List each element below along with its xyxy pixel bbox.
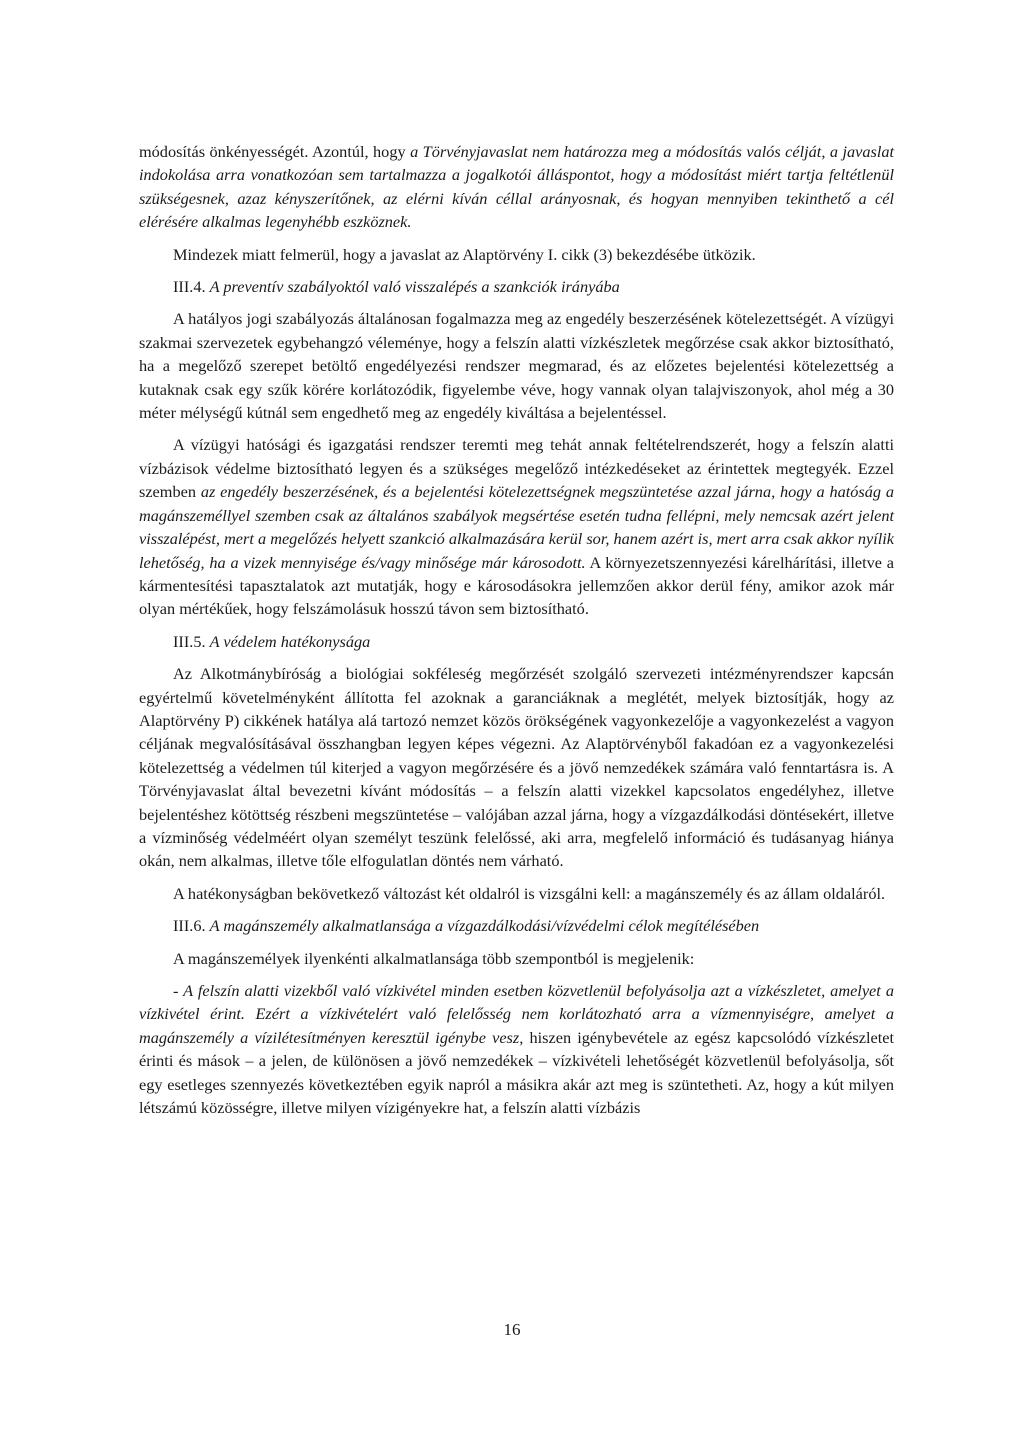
- paragraph-4-text-end: A környezetszennyezési kárelhárítási, illetve a kármentesítési tapasztalatok azt mutatják, hogy e károsodásokra jellemzően akkor derül fény, amikor azok már olyan mértékűek, hogy felszámolásuk hosszú távon sem biztosítható.: [139, 552, 894, 619]
- paragraph-7: A magánszemélyek ilyenkénti alkalmatlansága több szempontból is megjelenik:: [173, 948, 695, 968]
- paragraph-6: A hatékonyságban bekövetkező változást két oldalról is vizsgálni kell: a magánszemély és az állam oldaláról.: [173, 883, 886, 903]
- section-heading-iii-4: [139, 275, 894, 298]
- section-heading-iii-5: [139, 630, 894, 653]
- paragraph-8-text: hiszen igénybevétele az egész kapcsolódó vízkészletet érinti és mások – a jelen, de különösen a jövő nemzedékek – vízkivételi lehetőségét közvetlenül befolyásolja, sőt egy esetleges szennyezés következtében egyik napról a másikra akár azt meg is szüntetheti. Az, hogy a kút milyen létszámú közösségre, illetve milyen vízigényekre hat, a felszín alatti vízbázis: [139, 1027, 895, 1118]
- section-number: III.5.: [173, 631, 210, 651]
- section-number: III.4.: [173, 277, 210, 297]
- paragraph-8-italic: - A felszín alatti vizekből való vízkivétel minden esetben közvetlenül befolyásolja azt a vízkészletet, amelyet a vízkivétel érint. Ezért a vízkivételért való felelősség nem korlátozható arra a vízmennyiségre, amelyet a magánszemély a vízilétesítményen keresztül igénybe vesz,: [139, 981, 894, 1047]
- paragraph-1: [139, 140, 894, 234]
- paragraph-2: Mindezek miatt felmerül, hogy a javaslat az Alaptörvény I. cikk (3) bekezdésébe ütközik.: [173, 244, 756, 264]
- paragraph-4: [139, 433, 894, 620]
- page-number: 16: [503, 1320, 521, 1339]
- paragraph-5: Az Alkotmánybíróság a biológiai sokféleség megőrzését szolgáló szervezeti intézményrendszer kapcsán egyértelmű követelményként állította fel azoknak a garanciáknak a meglétét, melyek biztosítják, hogy az Alaptörvény P) cikkének hatálya alá tartozó nemzet közös örökségének vagyonkezelője a vagyonkezelést a vagyon céljának megvalósításával összhangban legyen képes végezni. Az Alaptörvényből fakadóan ez a vagyonkezelési kötelezettség a védelmen túl kiterjed a vagyon megőrzésére és a jövő nemzedékek számára való fenntartásra is. A Törvényjavaslat által bevezetni kívánt módosítás – a felszín alatti vizekkel kapcsolatos engedélyhez, illetve bejelentéshez kötöttség részbeni megszüntetése – valójában azzal járna, hogy a vízgazdálkodási döntésekért, illetve a vízminőség védelméért olyan személyt teszünk felelőssé, aki arra, megfelelő információ és tudásanyag hiánya okán, nem alkalmas, illetve tőle elfogulatlan döntés nem várható.: [139, 664, 894, 871]
- paragraph-4-text: A vízügyi hatósági és igazgatási rendszer teremti meg tehát annak feltételrendszerét, hogy a felszín alatti vízbázisok védelme biztosítható legyen és a szükséges megelőző intézkedéseket az érintettek megtegyék. Ezzel szemben: [139, 435, 894, 502]
- paragraph-1-text: módosítás önkényességét. Azontúl, hogy: [139, 142, 411, 161]
- paragraph-1-italic: a Törvényjavaslat nem határozza meg a módosítás valós célját, a javaslat indokolása arra vonatkozóan sem tartalmazza a jogalkotói álláspontot, hogy a módosítást miért tartja feltétlenül szükségesnek, azaz kényszerítőnek, az elérni kíván céllal arányosnak, és hogyan mennyiben tekinthető a cél elérésére alkalmas legenyhébb eszköznek.: [139, 142, 895, 232]
- section-heading-iii-6: [139, 914, 894, 937]
- paragraph-8: [139, 979, 894, 1119]
- paragraph-3: A hatályos jogi szabályozás általánosan fogalmazza meg az engedély beszerzésének kötelezettségét. A vízügyi szakmai szervezetek egybehangzó véleménye, hogy a felszín alatti vízkészletek megőrzése csak akkor biztosítható, ha a megelőző szerepet betöltő engedélyezési rendszer megmarad, és az előzetes bejelentési kötelezettség a kutaknak csak egy szűk körére korlátozódik, figyelembe véve, hogy vannak olyan talajviszonyok, ahol még a 30 méter mélységű kútnál sem engedhető meg az engedély kiváltása a bejelentéssel.: [139, 309, 894, 423]
- document-page: [139, 140, 894, 1128]
- section-title: A magánszemély alkalmatlansága a vízgazdálkodási/vízvédelmi célok megítélésében: [209, 916, 760, 936]
- section-title: A védelem hatékonysága: [209, 631, 371, 651]
- section-title: A preventív szabályoktól való visszalépés a szankciók irányába: [209, 277, 620, 297]
- section-number: III.6.: [173, 916, 210, 936]
- paragraph-4-italic: az engedély beszerzésének, és a bejelentési kötelezettségnek megszüntetése azzal járna, hogy a hatóság a magánszeméllyel szemben csak az általános szabályok megsértése esetén tudna fellépni, mely nemcsak azért jelent visszalépést, mert a megelőzés helyett szankció alkalmazására kerül sor, hanem azért is, mert arra csak akkor nyílik lehetőség, ha a vizek mennyisége és/vagy minősége már károsodott.: [139, 482, 895, 572]
